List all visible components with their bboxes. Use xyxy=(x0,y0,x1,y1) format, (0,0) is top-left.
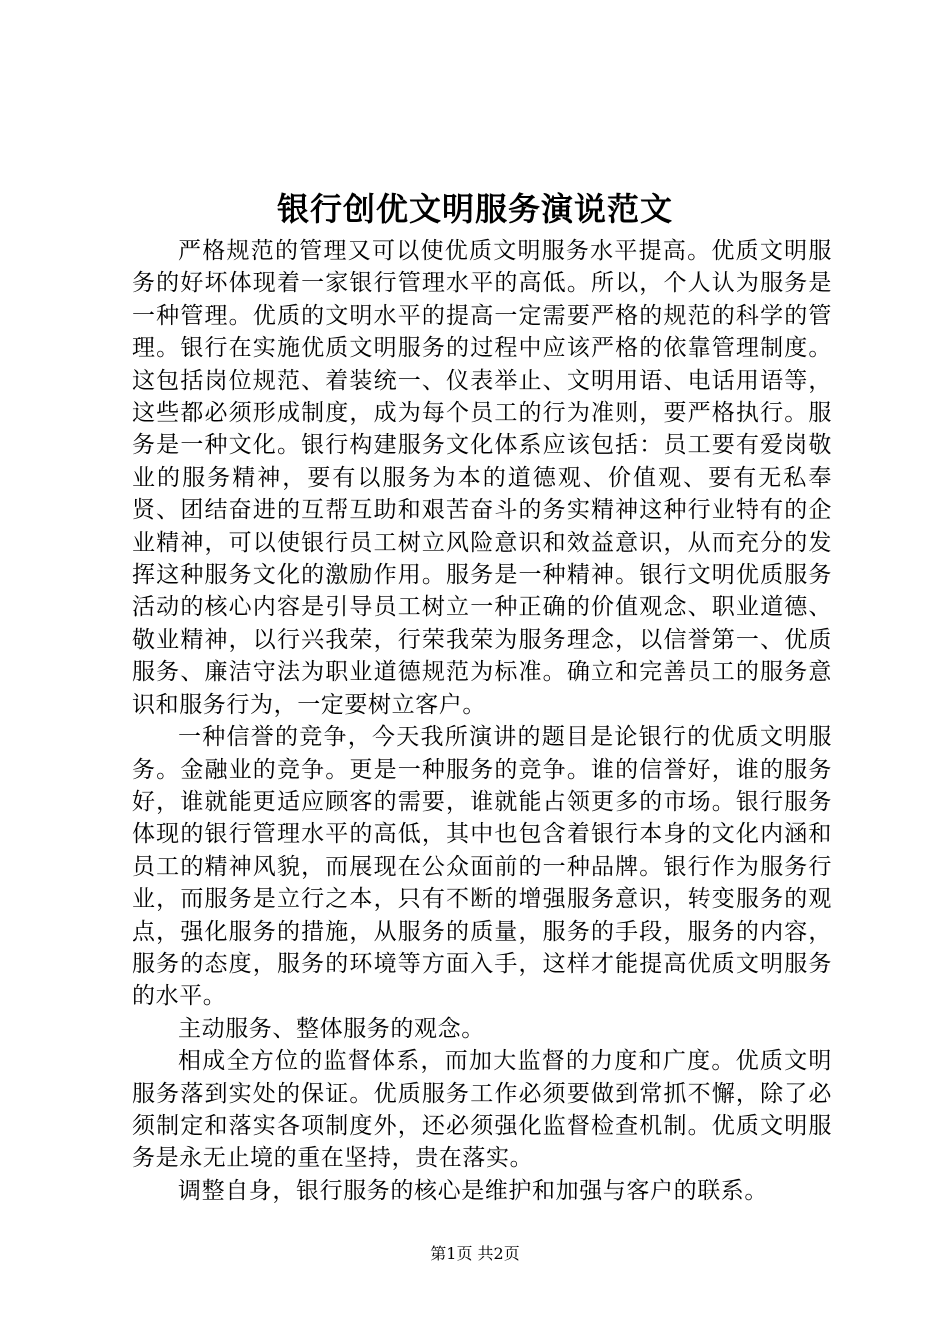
document-body xyxy=(132,235,832,1207)
paragraph-3: 主动服务、整体服务的观念。 xyxy=(178,1015,485,1042)
paragraph-1: 严格规范的管理又可以使优质文明服务水平提高。优质文明服务的好坏体现着一家银行管理水平的高低。所以，个人认为服务是一种管理。优质的文明水平的提高一定需要严格的规范的科学的管理。银行在实施优质文明服务的过程中应该严格的依靠管理制度。这包括岗位规范、着装统一、仪表举止、文明用语、电话用语等，这些都必须形成制度，成为每个员工的行为准则，要严格执行。服务是一种文化。银行构建服务文化体系应该包括：员工要有爱岗敬业的服务精神，要有以服务为本的道德观、价值观、要有无私奉贤、团结奋进的互帮互助和艰苦奋斗的务实精神这种行业特有的企业精神，可以使银行员工树立风险意识和效益意识，从而充分的发挥这种服务文化的激励作用。服务是一种精神。银行文明优质服务活动的核心内容是引导员工树立一种正确的价值观念、职业道德、敬业精神，以行兴我荣，行荣我荣为服务理念，以信誉第一、优质服务、廉洁守法为职业道德规范为标准。确立和完善员工的服务意识和服务行为，一定要树立客户。 xyxy=(132,238,832,718)
document-title: 银行创优文明服务演说范文 xyxy=(276,190,673,228)
paragraph-5: 调整自身，银行服务的核心是维护和加强与客户的联系。 xyxy=(178,1177,768,1204)
page-number-footer: 第1页 共2页 xyxy=(430,1244,520,1263)
paragraph-4: 相成全方位的监督体系，而加大监督的力度和广度。优质文明服务落到实处的保证。优质服务工作必须要做到常抓不懈，除了必须制定和落实各项制度外，还必须强化监督检查机制。优质文明服务是永无止境的重在坚持，贵在落实。 xyxy=(132,1048,832,1172)
paragraph-2: 一种信誉的竞争，今天我所演讲的题目是论银行的优质文明服务。金融业的竞争。更是一种服务的竞争。谁的信誉好，谁的服务好，谁就能更适应顾客的需要，谁就能占领更多的市场。银行服务体现的银行管理水平的高低，其中也包含着银行本身的文化内涵和员工的精神风貌，而展现在公众面前的一种品牌。银行作为服务行业，而服务是立行之本，只有不断的增强服务意识，转变服务的观点，强化服务的措施，从服务的质量，服务的手段，服务的内容，服务的态度，服务的环境等方面入手，这样才能提高优质文明服务的水平。 xyxy=(132,724,832,1010)
